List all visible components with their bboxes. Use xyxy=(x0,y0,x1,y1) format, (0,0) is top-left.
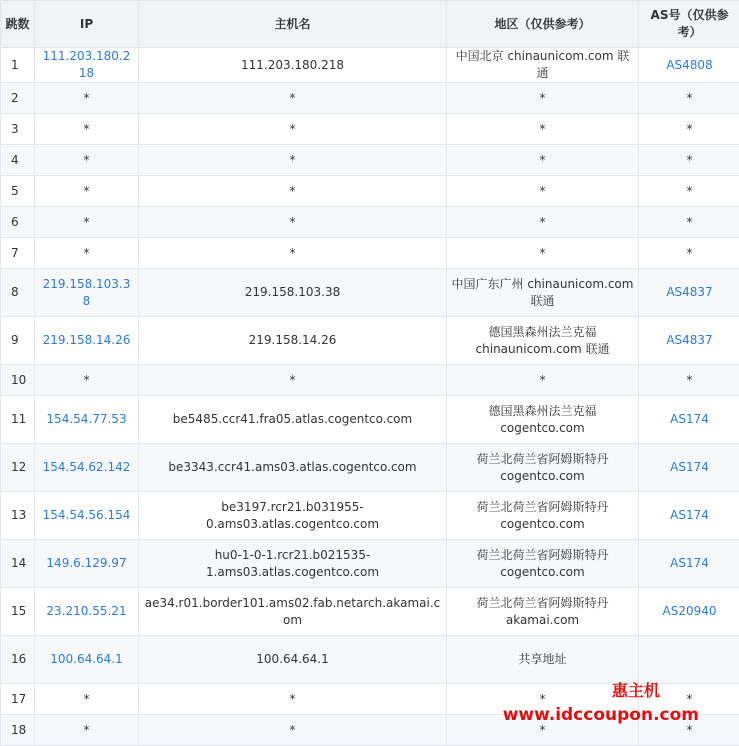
ip-cell: * xyxy=(35,684,139,715)
as-link[interactable]: AS4837 xyxy=(639,317,739,365)
table-row xyxy=(1,588,739,636)
as-link[interactable]: AS174 xyxy=(639,396,739,444)
hostname-cell: * xyxy=(139,684,447,715)
table-row xyxy=(1,684,739,715)
hostname-cell: * xyxy=(139,114,447,145)
hostname-cell: * xyxy=(139,145,447,176)
ip-cell: * xyxy=(35,145,139,176)
hop-number: 7 xyxy=(1,238,35,269)
hostname-cell: * xyxy=(139,715,447,746)
as-cell: * xyxy=(639,715,739,746)
hop-number: 15 xyxy=(1,588,35,636)
hostname-cell: be5485.ccr41.fra05.atlas.cogentco.com xyxy=(139,396,447,444)
table-row xyxy=(1,83,739,114)
table-row xyxy=(1,396,739,444)
region-cell: * xyxy=(447,238,639,269)
hop-number: 16 xyxy=(1,636,35,684)
region-cell: 荷兰北荷兰省阿姆斯特丹 cogentco.com xyxy=(447,540,639,588)
hop-number: 12 xyxy=(1,444,35,492)
region-cell: * xyxy=(447,365,639,396)
hostname-cell: ae34.r01.border101.ams02.fab.netarch.akamai.com xyxy=(139,588,447,636)
hostname-cell: hu0-1-0-1.rcr21.b021535-1.ams03.atlas.cogentco.com xyxy=(139,540,447,588)
watermark-brand: 惠主机 xyxy=(573,678,699,701)
ip-link[interactable]: 219.158.103.38 xyxy=(35,269,139,317)
hop-number: 18 xyxy=(1,715,35,746)
table-row xyxy=(1,317,739,365)
ip-link[interactable]: 154.54.56.154 xyxy=(35,492,139,540)
hop-number: 9 xyxy=(1,317,35,365)
ip-link[interactable]: 154.54.77.53 xyxy=(35,396,139,444)
hop-number: 11 xyxy=(1,396,35,444)
as-cell: * xyxy=(639,176,739,207)
region-cell: 德国黑森州法兰克福 cogentco.com xyxy=(447,396,639,444)
as-cell: * xyxy=(639,365,739,396)
hostname-cell: 111.203.180.218 xyxy=(139,48,447,83)
hop-number: 1 xyxy=(1,48,35,83)
hop-number: 6 xyxy=(1,207,35,238)
ip-cell: * xyxy=(35,176,139,207)
as-link[interactable]: AS174 xyxy=(639,540,739,588)
hop-number: 3 xyxy=(1,114,35,145)
ip-link[interactable]: 100.64.64.1 xyxy=(35,636,139,684)
as-cell xyxy=(639,636,739,684)
table-row xyxy=(1,492,739,540)
ip-link[interactable]: 111.203.180.218 xyxy=(35,48,139,83)
ip-cell: * xyxy=(35,238,139,269)
hop-number: 4 xyxy=(1,145,35,176)
hostname-cell: * xyxy=(139,365,447,396)
region-cell: * xyxy=(447,176,639,207)
table-row xyxy=(1,715,739,746)
table-row xyxy=(1,176,739,207)
header-ip: IP xyxy=(35,1,139,48)
region-cell: * xyxy=(447,207,639,238)
header-hop: 跳数 xyxy=(1,1,35,48)
ip-cell: * xyxy=(35,715,139,746)
table-body xyxy=(1,48,739,746)
hostname-cell: * xyxy=(139,207,447,238)
region-cell: 共享地址 xyxy=(447,636,639,684)
hostname-cell: * xyxy=(139,83,447,114)
ip-cell: * xyxy=(35,83,139,114)
hostname-cell: * xyxy=(139,176,447,207)
hop-number: 2 xyxy=(1,83,35,114)
hop-number: 14 xyxy=(1,540,35,588)
hop-number: 10 xyxy=(1,365,35,396)
hostname-cell: * xyxy=(139,238,447,269)
as-cell: * xyxy=(639,684,739,715)
table-row xyxy=(1,114,739,145)
as-link[interactable]: AS174 xyxy=(639,444,739,492)
region-cell: 荷兰北荷兰省阿姆斯特丹 cogentco.com xyxy=(447,492,639,540)
region-cell: 中国北京 chinaunicom.com 联通 xyxy=(447,48,639,83)
region-cell: 中国广东广州 chinaunicom.com 联通 xyxy=(447,269,639,317)
ip-link[interactable]: 219.158.14.26 xyxy=(35,317,139,365)
as-link[interactable]: AS174 xyxy=(639,492,739,540)
table-row xyxy=(1,444,739,492)
as-link[interactable]: AS4837 xyxy=(639,269,739,317)
hostname-cell: be3197.rcr21.b031955-0.ams03.atlas.cogentco.com xyxy=(139,492,447,540)
watermark-url: www.idccoupon.com xyxy=(503,705,699,725)
header-as: AS号（仅供参考） xyxy=(639,1,739,48)
region-cell: * xyxy=(447,114,639,145)
hostname-cell: 219.158.103.38 xyxy=(139,269,447,317)
hop-number: 8 xyxy=(1,269,35,317)
ip-cell: * xyxy=(35,114,139,145)
table-row xyxy=(1,636,739,684)
ip-cell: * xyxy=(35,365,139,396)
hop-number: 5 xyxy=(1,176,35,207)
ip-cell: * xyxy=(35,207,139,238)
region-cell: 荷兰北荷兰省阿姆斯特丹 cogentco.com xyxy=(447,444,639,492)
hop-number: 13 xyxy=(1,492,35,540)
header-hostname: 主机名 xyxy=(139,1,447,48)
as-cell: * xyxy=(639,207,739,238)
table-row xyxy=(1,269,739,317)
region-cell: * xyxy=(447,83,639,114)
as-link[interactable]: AS20940 xyxy=(639,588,739,636)
region-cell: 荷兰北荷兰省阿姆斯特丹 akamai.com xyxy=(447,588,639,636)
as-link[interactable]: AS4808 xyxy=(639,48,739,83)
region-cell: * xyxy=(447,715,639,746)
as-cell: * xyxy=(639,238,739,269)
table-row xyxy=(1,540,739,588)
as-cell: * xyxy=(639,83,739,114)
hostname-cell: 219.158.14.26 xyxy=(139,317,447,365)
ip-link[interactable]: 23.210.55.21 xyxy=(35,588,139,636)
table-row xyxy=(1,48,739,83)
region-cell: 德国黑森州法兰克福 chinaunicom.com 联通 xyxy=(447,317,639,365)
table-row xyxy=(1,238,739,269)
table-row xyxy=(1,207,739,238)
region-cell: * xyxy=(447,145,639,176)
table-row xyxy=(1,365,739,396)
ip-link[interactable]: 154.54.62.142 xyxy=(35,444,139,492)
ip-link[interactable]: 149.6.129.97 xyxy=(35,540,139,588)
hostname-cell: be3343.ccr41.ams03.atlas.cogentco.com xyxy=(139,444,447,492)
header-region: 地区（仅供参考） xyxy=(447,1,639,48)
hostname-cell: 100.64.64.1 xyxy=(139,636,447,684)
as-cell: * xyxy=(639,114,739,145)
table-row xyxy=(1,145,739,176)
region-cell: * xyxy=(447,684,639,715)
as-cell: * xyxy=(639,145,739,176)
hop-number: 17 xyxy=(1,684,35,715)
table-header xyxy=(1,1,739,48)
